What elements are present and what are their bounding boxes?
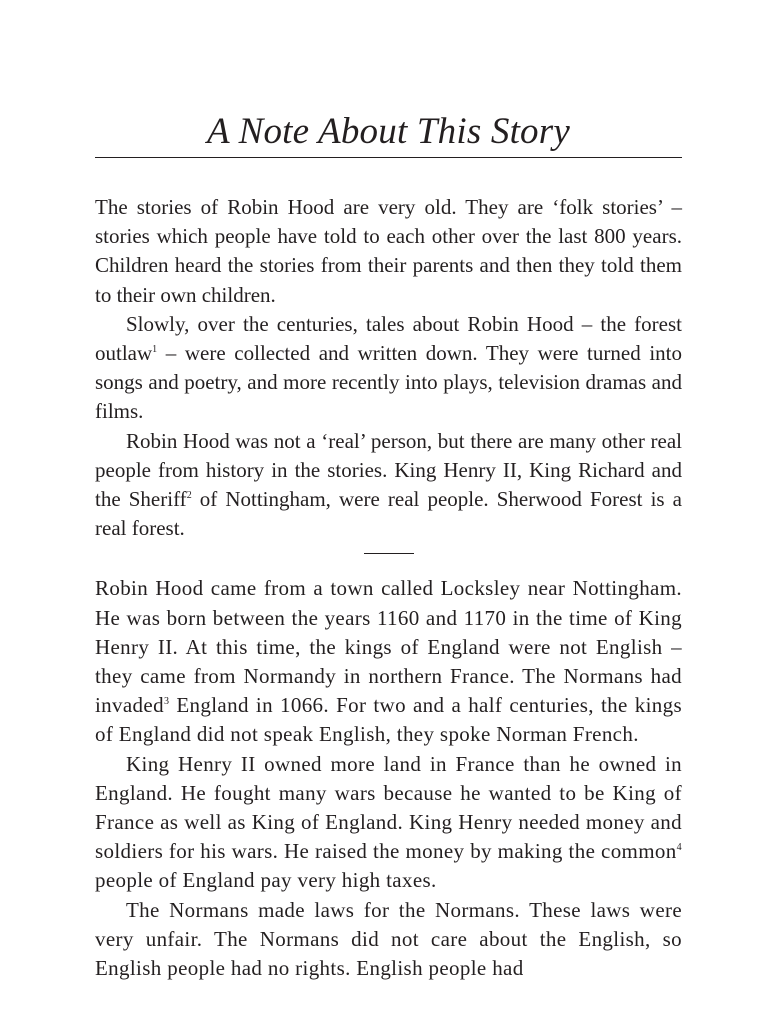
paragraph-king-henry: King Henry II owned more land in France than he owned in England. He fought many wars because he wanted to be King of France as well as King of England. King Henry needed money and soldiers for his wars. He raised the money by making the common$^4$ people of England pay very high taxes. xyxy=(95,751,682,893)
paragraph-collected-tales: Slowly, over the centuries, tales about Robin Hood – the forest outlaw$^1$ – were collected and written down. They were turned into songs and poetry, and more recently into plays, television dramas and films. xyxy=(95,311,682,424)
section-divider xyxy=(364,553,414,554)
footnote-marker: 1 xyxy=(152,344,158,356)
paragraph-folk-stories: The stories of Robin Hood are very old. They are ‘folk stories’ – stories which people have told to each other over the last 800 years. Children heard the stories from their parents and then they told them to their own children. xyxy=(95,195,682,307)
footnote-marker: 3 xyxy=(163,696,170,708)
paragraph-real-people: Robin Hood was not a ‘real’ person, but there are many other real people from history in the stories. King Henry II, King Richard and the Sheriff$^2$ of Nottingham, were real people. Sherwood Forest is a real forest. xyxy=(95,428,682,541)
title-underline xyxy=(95,157,682,158)
body-text xyxy=(95,193,682,983)
page-title: A Note About This Story xyxy=(207,111,570,152)
footnote-marker: 2 xyxy=(186,490,192,502)
paragraph-locksley: Robin Hood came from a town called Locksley near Nottingham. He was born between the years 1160 and 1170 in the time of King Henry II. At this time, the kings of England were not English – they came from Normandy in northern France. The Normans had invaded$^3$ England in 1066. For two and a half centuries, the kings of England did not speak English, they spoke Norman French. xyxy=(95,576,682,747)
page xyxy=(95,0,682,983)
paragraph-norman-laws: The Normans made laws for the Normans. These laws were very unfair. The Normans did not care about the English, so English people had no rights. English people had xyxy=(95,897,682,981)
footnote-marker: 4 xyxy=(676,842,682,854)
